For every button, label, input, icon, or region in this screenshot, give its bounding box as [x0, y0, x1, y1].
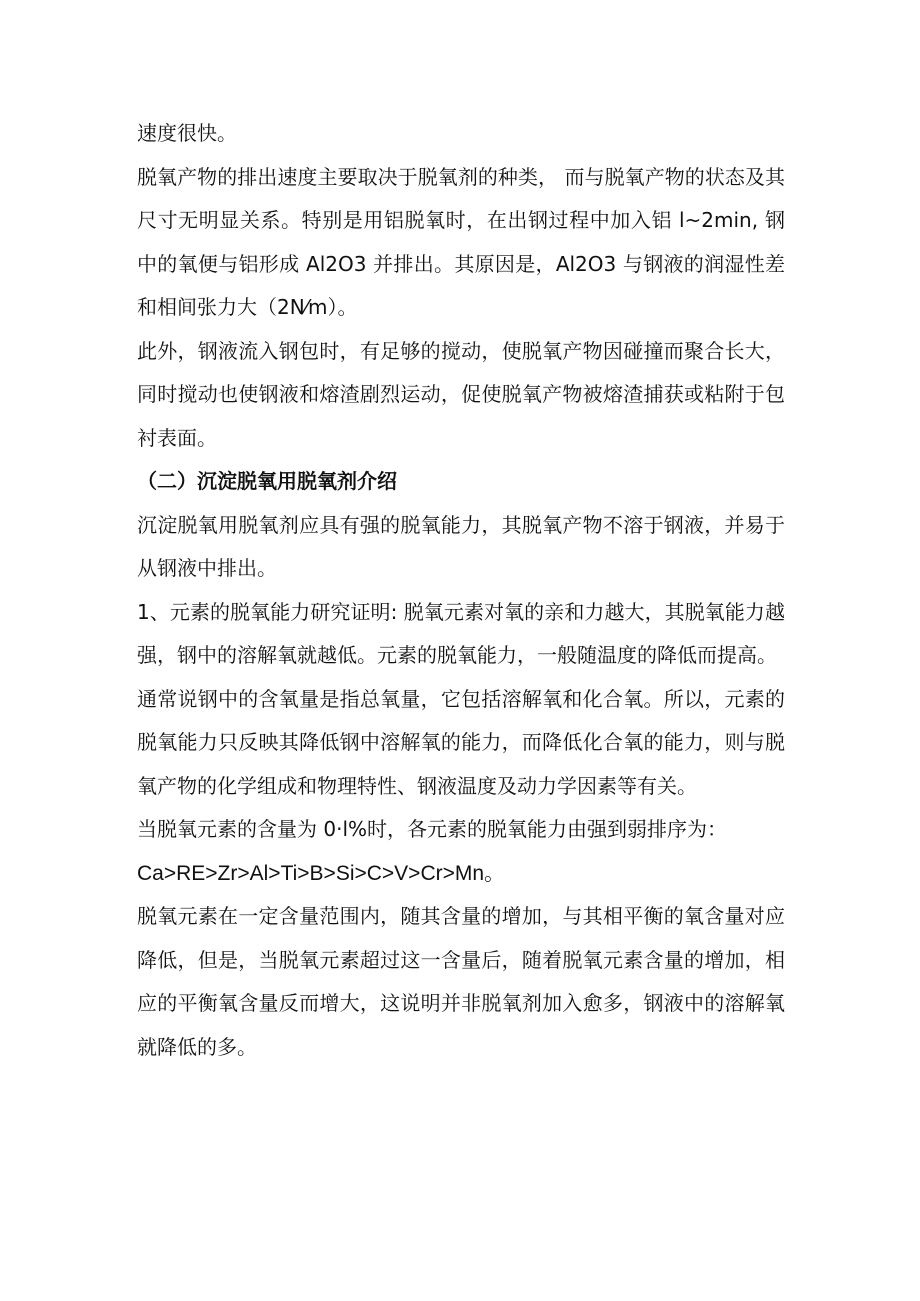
paragraph-equilibrium-oxygen: 脱氧元素在一定含量范围内，随其含量的增加，与其相平衡的氧含量对应降低，但是，当脱氧元素超过这一含量后，随着脱氧元素含量的增加，相应的平衡氧含量反而增大，这说明并非脱氧剂加入愈多，钢液中的溶解氧就降低的多。 — [137, 904, 785, 1059]
paragraph-ranking-intro: 当脱氧元素的含量为 0·l%时，各元素的脱氧能力由强到弱排序为： — [137, 817, 727, 841]
document-body — [137, 112, 785, 1069]
paragraph-product-removal: 脱氧产物的排出速度主要取决于脱氧剂的种类， 而与脱氧产物的状态及其尺寸无明显关系。特别是用铝脱氧时，在出钢过程中加入铝 l~2min, 钢中的氧便与铝形成 Al2O3 并排出。其原因是，Al2O3 与钢液的润湿性差和相间张力大（2N⁄m）。 — [137, 164, 785, 319]
paragraph-deoxidation-ability: 1、元素的脱氧能力研究证明: 脱氧元素对氧的亲和力越大，其脱氧能力越强，钢中的溶解氧就越低。元素的脱氧能力，一般随温度的降低而提高。 — [137, 599, 785, 667]
paragraph-deoxidation-speed-end: 速度很快。 — [137, 121, 237, 145]
section-heading: （二）沉淀脱氧用脱氧剂介绍 — [137, 469, 397, 493]
element-ranking-formula: Ca>RE>Zr>Al>Ti>B>Si>C>V>Cr>Mn。 — [137, 861, 506, 885]
paragraph-oxygen-content: 通常说钢中的含氧量是指总氧量，它包括溶解氧和化合氧。所以，元素的脱氧能力只反映其降低钢中溶解氧的能力，而降低化合氧的能力，则与脱氧产物的化学组成和物理特性、钢液温度及动力学因素等有关。 — [137, 686, 785, 798]
paragraph-stirring: 此外，钢液流入钢包时，有足够的搅动，使脱氧产物因碰撞而聚合长大，同时搅动也使钢液和熔渣剧烈运动，促使脱氧产物被熔渣捕获或粘附于包衬表面。 — [137, 338, 785, 450]
paragraph-deoxidizer-requirements: 沉淀脱氧用脱氧剂应具有强的脱氧能力，其脱氧产物不溶于钢液，并易于从钢液中排出。 — [137, 512, 785, 580]
